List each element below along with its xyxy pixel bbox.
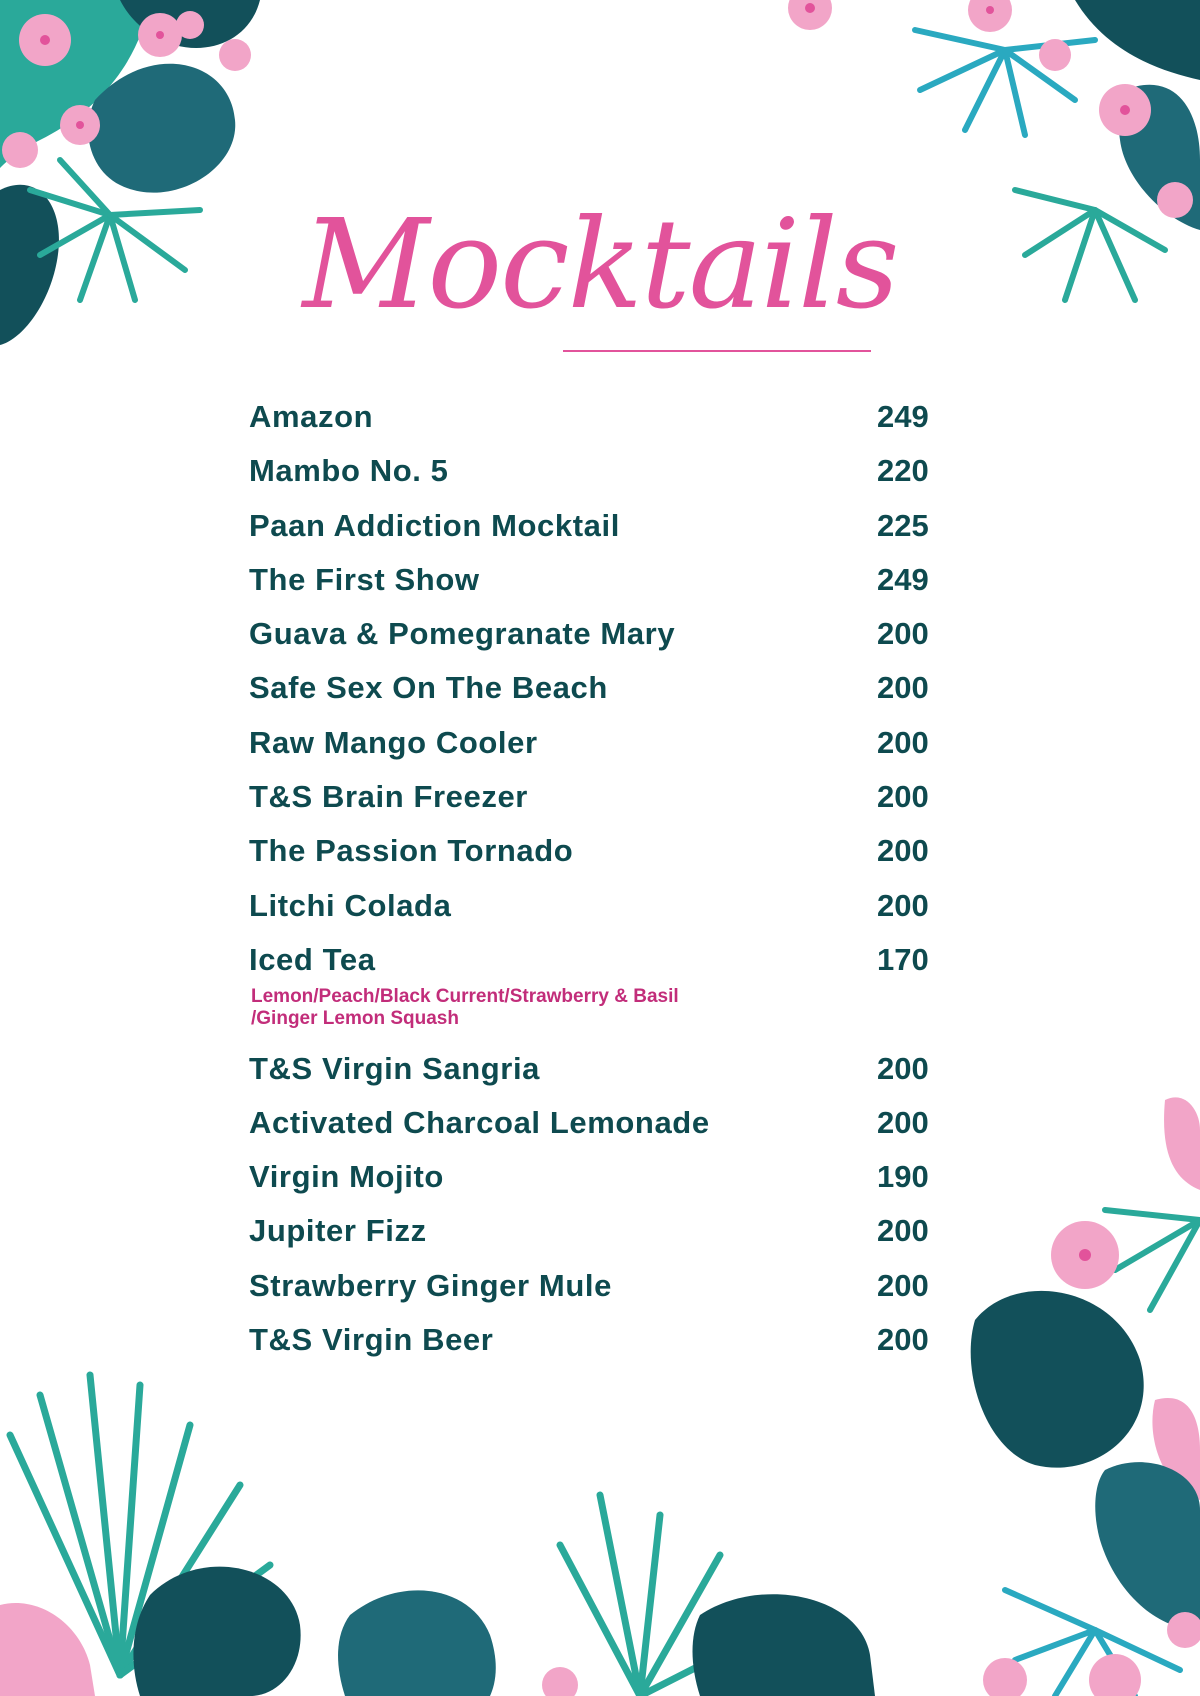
menu-item xyxy=(249,933,949,1042)
menu-item xyxy=(249,770,949,824)
menu-item-name: Activated Charcoal Lemonade xyxy=(249,1104,710,1140)
menu-item xyxy=(249,716,949,770)
menu-item xyxy=(249,444,949,498)
menu-item-name: Strawberry Ginger Mule xyxy=(249,1267,612,1303)
page-title: Mocktails xyxy=(302,193,898,337)
menu-item-name: The First Show xyxy=(249,561,480,597)
foliage-bottom-right xyxy=(965,1070,1200,1696)
menu-item-name: Raw Mango Cooler xyxy=(249,724,538,760)
menu-item-price: 200 xyxy=(877,887,929,923)
menu-item xyxy=(249,661,949,715)
menu-item xyxy=(249,1150,949,1204)
menu-item-price: 249 xyxy=(877,399,929,434)
menu-item-price: 220 xyxy=(877,453,929,489)
menu-item-name: Virgin Mojito xyxy=(249,1159,444,1195)
title-underline xyxy=(563,350,871,352)
menu-item-name: Jupiter Fizz xyxy=(249,1213,427,1249)
foliage-top-left xyxy=(0,0,290,350)
menu-item-price: 249 xyxy=(877,561,929,597)
menu-item-price: 170 xyxy=(877,941,929,977)
menu-item xyxy=(249,1313,949,1367)
foliage-top-right xyxy=(895,0,1200,320)
menu-list xyxy=(249,390,949,1367)
menu-item-price: 225 xyxy=(877,507,929,543)
menu-item-name: Paan Addiction Mocktail xyxy=(249,507,620,543)
menu-item-name: T&S Virgin Sangria xyxy=(249,1050,541,1086)
menu-item-description-line: /Ginger Lemon Squash xyxy=(251,1007,459,1029)
menu-item-description-line: Lemon/Peach/Black Current/Strawberry & Basil xyxy=(251,985,679,1007)
menu-item xyxy=(249,1204,949,1258)
menu-item-price: 200 xyxy=(877,1050,929,1086)
menu-item-price: 200 xyxy=(877,1213,929,1249)
menu-item-description xyxy=(251,986,811,1030)
menu-item xyxy=(249,1042,949,1096)
menu-item-price: 200 xyxy=(877,670,929,706)
menu-item-price: 200 xyxy=(877,616,929,652)
menu-item-name: The Passion Tornado xyxy=(249,833,574,869)
flower-top-center xyxy=(770,0,850,40)
menu-item-name: Amazon xyxy=(249,399,374,434)
menu-item xyxy=(249,499,949,553)
menu-item-price: 200 xyxy=(877,1267,929,1303)
menu-item-name: T&S Brain Freezer xyxy=(249,779,528,815)
menu-item-price: 200 xyxy=(877,1322,929,1358)
menu-item-name: Iced Tea xyxy=(249,941,376,977)
menu-item xyxy=(249,824,949,878)
menu-item-name: Guava & Pomegranate Mary xyxy=(249,616,676,652)
menu-item xyxy=(249,879,949,933)
menu-item-price: 200 xyxy=(877,779,929,815)
menu-item-price: 200 xyxy=(877,1104,929,1140)
menu-item-name: Safe Sex On The Beach xyxy=(249,670,608,706)
menu-item xyxy=(249,1096,949,1150)
menu-item-price: 200 xyxy=(877,833,929,869)
menu-item xyxy=(249,1259,949,1313)
menu-item xyxy=(249,607,949,661)
menu-item xyxy=(249,390,949,444)
menu-item-name: Mambo No. 5 xyxy=(249,453,449,489)
menu-item-price: 190 xyxy=(877,1159,929,1195)
menu-item-name: T&S Virgin Beer xyxy=(249,1322,494,1358)
foliage-bottom-left xyxy=(0,1375,900,1696)
menu-item-name: Litchi Colada xyxy=(249,887,452,923)
menu-item-price: 200 xyxy=(877,724,929,760)
menu-item xyxy=(249,553,949,607)
